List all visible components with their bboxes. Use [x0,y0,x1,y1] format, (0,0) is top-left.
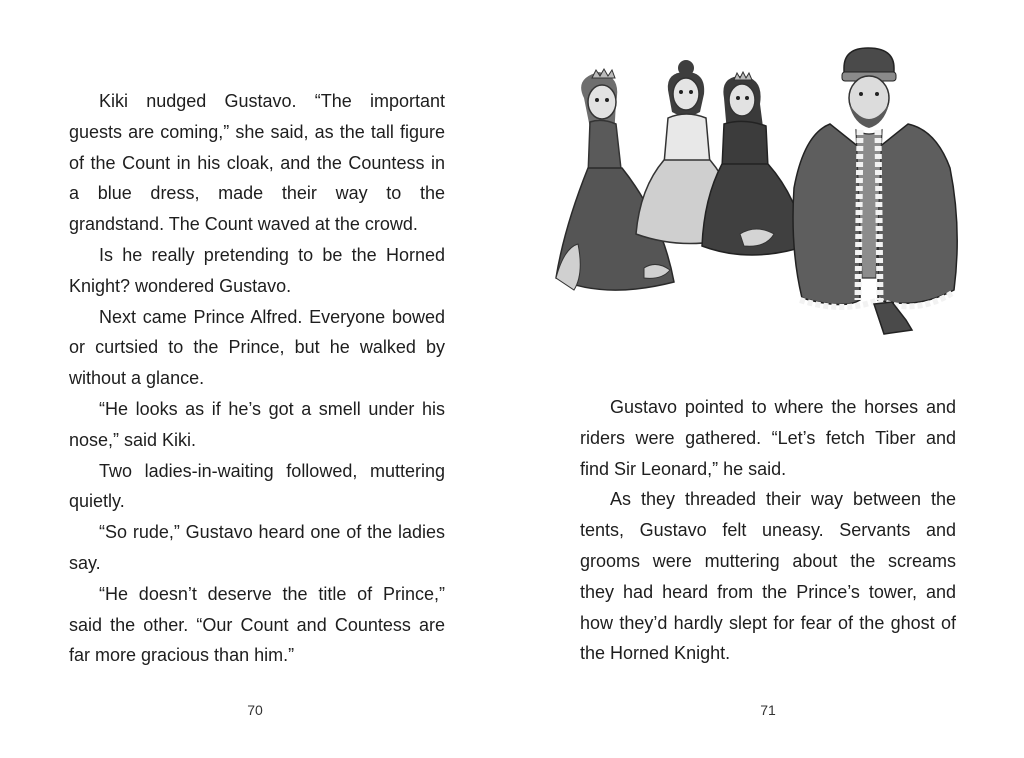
paragraph: Gustavo pointed to where the horses and riders were gathered. “Let’s fetch Tiber and find Sir Leonard,” he said. [580,397,956,479]
paragraph: Next came Prince Alfred. Everyone bowed or curtsied to the Prince, but he walked by without a glance. [69,306,445,389]
paragraph: Kiki nudged Gustavo. “The important guests are coming,” she said, as the tall figure of the Count in his cloak, and the Countess in a blue dress, made their way to the grandstand. The Count waved at the crowd. [69,91,445,235]
left-page-text [69,86,445,671]
paragraph: “He doesn’t deserve the title of Prince,” said the other. “Our Count and Countess are far more gracious than him.” [69,583,445,666]
page-number: 71 [760,702,776,718]
paragraph: “He looks as if he’s got a smell under his nose,” said Kiki. [69,398,445,450]
paragraph: “So rude,” Gustavo heard one of the ladies say. [69,522,445,573]
count-figure [793,48,957,334]
right-page [512,0,1024,758]
paragraph: As they threaded their way between the tents, Gustavo felt uneasy. Servants and grooms were muttering about the screams they had heard from the Prince’s tower, and how they’d hardly slept for fear of the ghost of the Horned Knight. [580,489,956,664]
paragraph: Is he really pretending to be the Horned Knight? wondered Gustavo. [69,244,445,296]
lady-in-waiting-figure-3 [702,72,806,255]
right-page-text [580,392,956,669]
illustration [544,38,964,354]
paragraph: Two ladies-in-waiting followed, muttering quietly. [69,460,445,512]
page-number: 70 [247,702,263,718]
